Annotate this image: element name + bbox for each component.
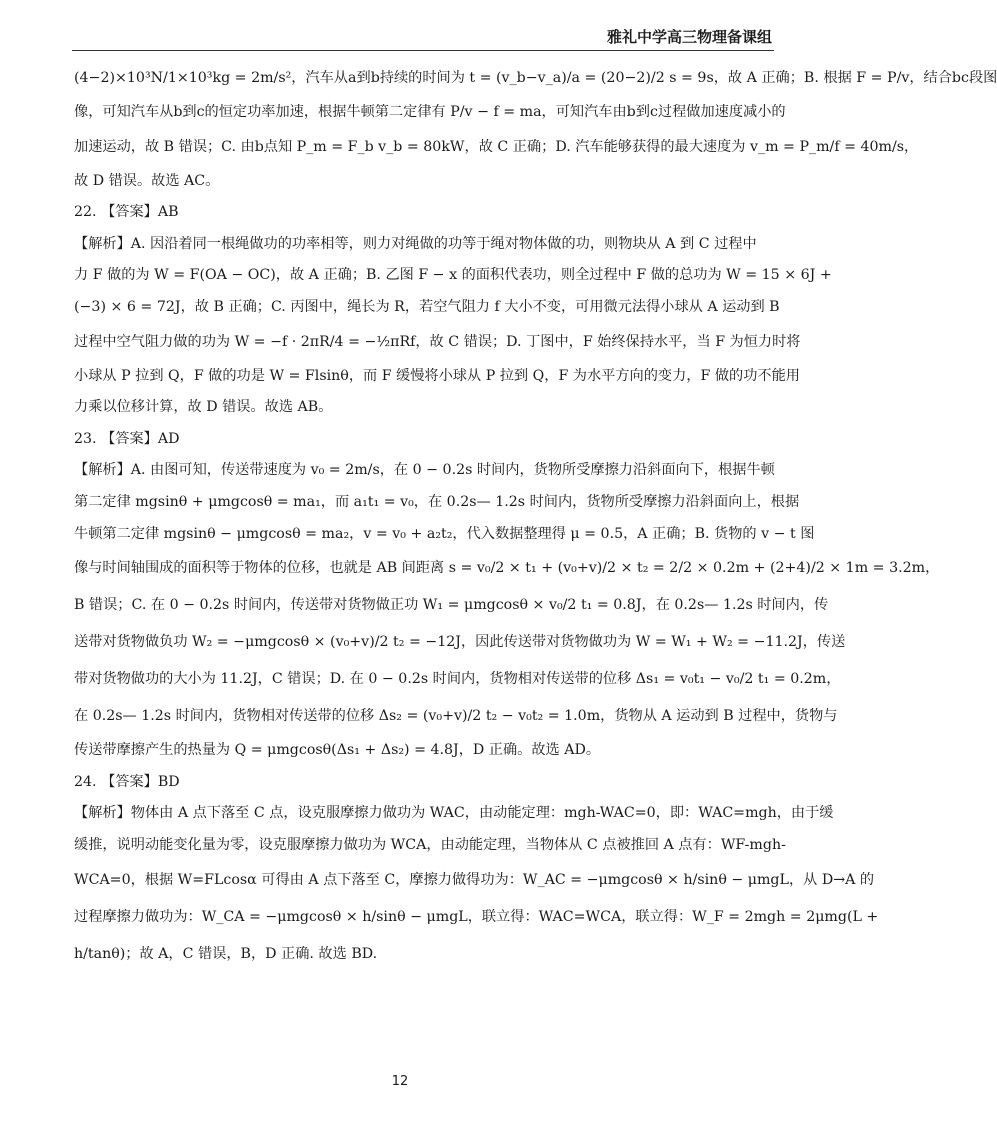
text-line: 像，可知汽车从b到c的恒定功率加速，根据牛顿第二定律有 P/v − f = ma，可知汽车由b到c过程做加速度减小的 (74, 104, 786, 120)
text-line: 牛顿第二定律 mgsinθ − μmgcosθ = ma₂，v = v₀ + a₂t₂，代入数据整理得 μ = 0.5，A 正确；B. 货物的 v − t 图 (74, 525, 815, 542)
text-line: 送带对货物做负功 W₂ = −μmgcosθ × (v₀+v)/2 t₂ = −12J，因此传送带对货物做功为 W = W₁ + W₂ = −11.2J，传送 (74, 634, 846, 651)
text-line: 力乘以位移计算，故 D 错误。故选 AB。 (74, 399, 333, 416)
text-line: (−3) × 6 = 72J，故 B 正确；C. 丙图中，绳长为 R，若空气阻力 f 大小不变，可用微元法得小球从 A 运动到 B (74, 298, 780, 315)
text-line: 故 D 错误。故选 AC。 (74, 172, 220, 189)
text-line: 第二定律 mgsinθ + μmgcosθ = ma₁，而 a₁t₁ = v₀，在 0.2s— 1.2s 时间内，货物所受摩擦力沿斜面向上，根据 (74, 493, 800, 510)
text-line: 在 0.2s— 1.2s 时间内，货物相对传送带的位移 Δs₂ = (v₀+v)/2 t₂ − v₀t₂ = 1.0m，货物从 A 运动到 B 过程中，货物与 (74, 708, 838, 725)
text-line: 传送带摩擦产生的热量为 Q = μmgcosθ(Δs₁ + Δs₂) = 4.8J，D 正确。故选 AD。 (74, 742, 601, 759)
question-answer: 22. 【答案】AB (74, 204, 179, 221)
text-line: (4−2)×10³N/1×10³kg = 2m/s²，汽车从a到b持续的时间为 t = (v_b−v_a)/a = (20−2)/2 s = 9s，故 A 正确；B. 根据 F = P/v，结合bc段图 (74, 70, 997, 86)
text-line: B 错误；C. 在 0 − 0.2s 时间内，传送带对货物做正功 W₁ = μmgcosθ × v₀/2 t₁ = 0.8J，在 0.2s— 1.2s 时间内，传 (74, 597, 829, 614)
text-line: 【解析】A. 由图可知，传送带速度为 v₀ = 2m/s，在 0 − 0.2s 时间内，货物所受摩擦力沿斜面向下，根据牛顿 (74, 462, 775, 479)
text-line: 缓推，说明动能变化量为零，设克服摩擦力做功为 WCA，由动能定理，当物体从 C 点被推回 A 点有：WF-mgh- (74, 836, 786, 853)
text-line: 加速运动，故 B 错误；C. 由b点知 P_m = F_b v_b = 80kW，故 C 正确；D. 汽车能够获得的最大速度为 v_m = P_m/f = 40m/s， (74, 138, 919, 155)
question-answer: 24. 【答案】BD (74, 773, 180, 790)
text-line: WCA=0，根据 W=FLcosα 可得由 A 点下落至 C，摩擦力做得功为：W_AC = −μmgcosθ × h/sinθ − μmgL，从 D→A 的 (74, 871, 875, 888)
text-line: 【解析】物体由 A 点下落至 C 点，设克服摩擦力做功为 WAC，由动能定理：mgh-WAC=0，即：WAC=mgh，由于缓 (74, 805, 834, 822)
header-divider (72, 50, 774, 51)
question-answer: 23. 【答案】AD (74, 430, 180, 447)
text-line: 力 F 做的为 W = F(OA − OC)，故 A 正确；B. 乙图 F − x 的面积代表功，则全过程中 F 做的总功为 W = 15 × 6J + (74, 267, 832, 284)
solution-text (74, 60, 997, 973)
text-line: h/tanθ)；故 A，C 错误，B，D 正确. 故选 BD. (74, 945, 378, 962)
text-line: 小球从 P 拉到 Q，F 做的功是 W = Flsinθ，而 F 缓慢将小球从 P 拉到 Q，F 为水平方向的变力，F 做的功不能用 (74, 367, 800, 384)
text-line: 过程摩擦力做功为：W_CA = −μmgcosθ × h/sinθ − μmgL，联立得：WAC=WCA，联立得：W_F = 2mgh = 2μmg(L + (74, 908, 879, 925)
text-line: 过程中空气阻力做的功为 W = −f · 2πR/4 = −½πRf，故 C 错误；D. 丁图中，F 始终保持水平，当 F 为恒力时将 (74, 333, 801, 350)
text-line: 像与时间轴围成的面积等于物体的位移，也就是 AB 间距离 s = v₀/2 × t₁ + (v₀+v)/2 × t₂ = 2/2 × 0.2m + (2+4)/2 × 1m = 3.2m， (74, 560, 940, 577)
header-title: 雅礼中学高三物理备课组 (606, 28, 772, 46)
text-line: 带对货物做功的大小为 11.2J，C 错误；D. 在 0 − 0.2s 时间内，货物相对传送带的位移 Δs₁ = v₀t₁ − v₀/2 t₁ = 0.2m， (74, 671, 841, 688)
page-number: 12 (391, 1074, 409, 1089)
text-line: 【解析】A. 因沿着同一根绳做功的功率相等，则力对绳做的功等于绳对物体做的功，则物块从 A 到 C 过程中 (74, 235, 757, 252)
